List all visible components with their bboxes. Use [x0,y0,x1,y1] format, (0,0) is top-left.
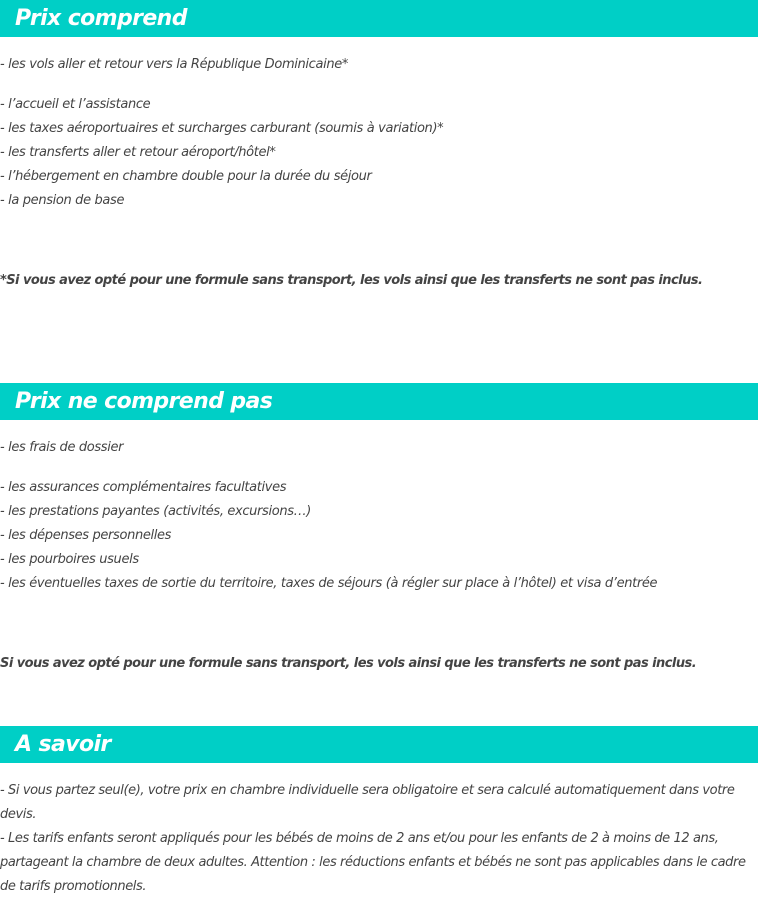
section-header-not-included [0,383,758,420]
section-title-info: A savoir [15,732,111,757]
not-included-item: - les éventuelles taxes de sortie du territoire, taxes de séjours (à régler sur place à l’hôtel) et visa d’entrée [0,576,658,591]
not-included-item: - les pourboires usuels [0,552,139,567]
included-item: - les taxes aéroportuaires et surcharges carburant (soumis à variation)* [0,121,444,136]
info-paragraph: - Si vous partez seul(e), votre prix en chambre individuelle sera obligatoire et sera calculé automatiquement dans votre devis. [0,783,735,822]
included-note: *Si vous avez opté pour une formule sans transport, les vols ainsi que les transferts ne sont pas inclus. [0,273,703,288]
section-title-not-included: Prix ne comprend pas [15,389,273,414]
section-title-included: Prix comprend [15,6,187,31]
not-included-item: - les frais de dossier [0,440,124,455]
info-paragraph: - Les tarifs enfants seront appliqués pour les bébés de moins de 2 ans et/ou pour les enfants de 2 à moins de 12 ans, partageant la chambre de deux adultes. Attention : les réductions enfants et bébés ne sont pas applicables dans le cadre de tarifs promotionnels. [0,831,746,894]
not-included-item: - les assurances complémentaires facultatives [0,480,287,495]
info-text-block [0,779,752,899]
not-included-item: - les prestations payantes (activités, excursions…) [0,504,312,519]
section-header-info [0,726,758,763]
not-included-item: - les dépenses personnelles [0,528,172,543]
section-header-included [0,0,758,37]
included-item: - la pension de base [0,193,125,208]
included-item: - l’accueil et l’assistance [0,97,151,112]
not-included-note: Si vous avez opté pour une formule sans transport, les vols ainsi que les transferts ne sont pas inclus. [0,656,697,671]
included-item: - les vols aller et retour vers la République Dominicaine* [0,57,349,72]
included-item: - l’hébergement en chambre double pour la durée du séjour [0,169,372,184]
included-item: - les transferts aller et retour aéroport/hôtel* [0,145,276,160]
